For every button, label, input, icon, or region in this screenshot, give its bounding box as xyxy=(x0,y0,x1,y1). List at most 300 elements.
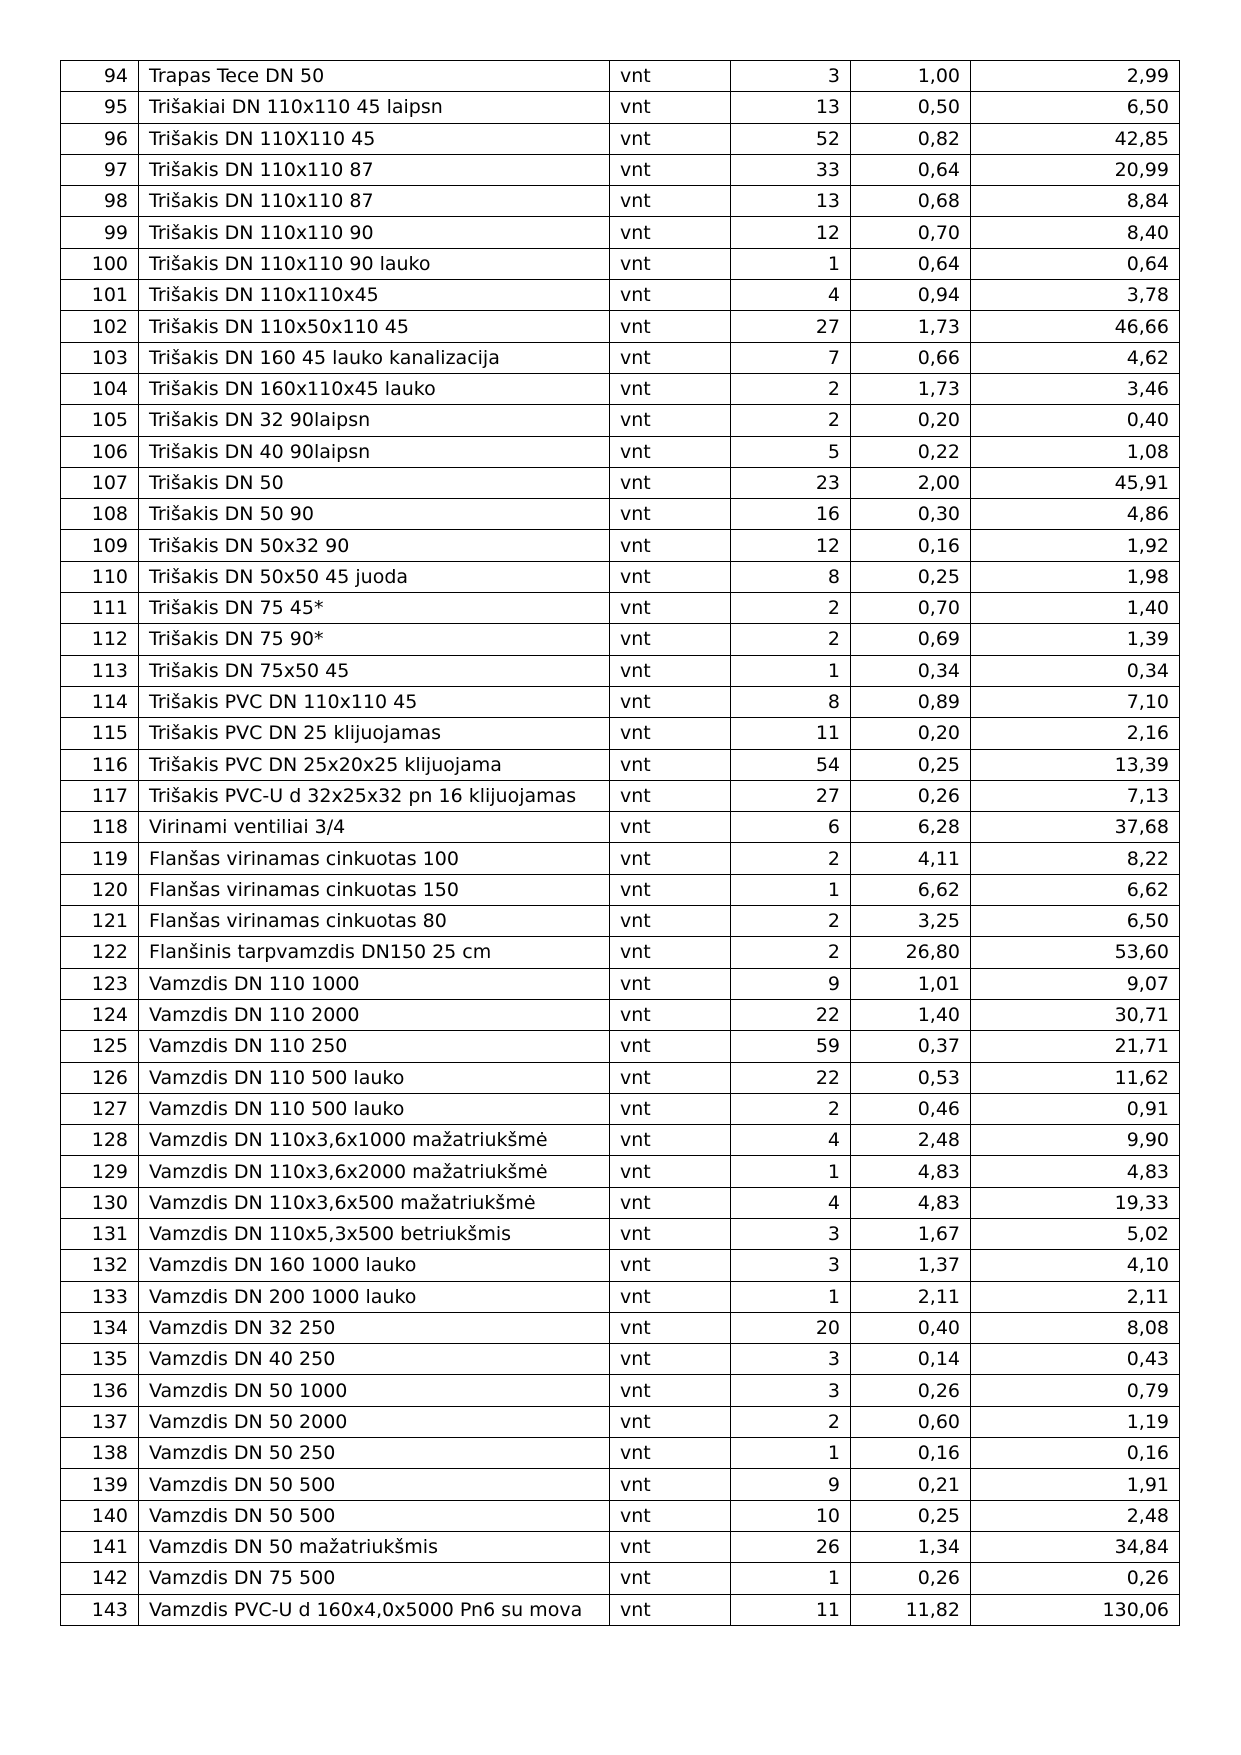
table-row xyxy=(61,1469,1180,1500)
unit-cell: vnt xyxy=(610,436,731,467)
row-number-cell: 94 xyxy=(61,61,139,92)
quantity-cell: 1 xyxy=(731,248,851,279)
item-name-cell: Trišakis DN 75x50 45 xyxy=(139,655,610,686)
total-cell: 130,06 xyxy=(971,1594,1180,1625)
unit-price-cell: 0,46 xyxy=(851,1093,971,1124)
row-number-cell: 139 xyxy=(61,1469,139,1500)
unit-price-cell: 0,20 xyxy=(851,718,971,749)
unit-cell: vnt xyxy=(610,373,731,404)
item-name-cell: Trišakis DN 110x110 87 xyxy=(139,186,610,217)
unit-price-cell: 4,11 xyxy=(851,843,971,874)
row-number-cell: 103 xyxy=(61,342,139,373)
item-name-cell: Flanšinis tarpvamzdis DN150 25 cm xyxy=(139,937,610,968)
unit-price-cell: 0,14 xyxy=(851,1344,971,1375)
row-number-cell: 100 xyxy=(61,248,139,279)
total-cell: 9,90 xyxy=(971,1125,1180,1156)
quantity-cell: 54 xyxy=(731,749,851,780)
unit-price-cell: 0,26 xyxy=(851,1375,971,1406)
row-number-cell: 117 xyxy=(61,780,139,811)
row-number-cell: 133 xyxy=(61,1281,139,1312)
quantity-cell: 26 xyxy=(731,1531,851,1562)
unit-cell: vnt xyxy=(610,1031,731,1062)
quantity-cell: 3 xyxy=(731,1218,851,1249)
item-name-cell: Vamzdis DN 160 1000 lauko xyxy=(139,1250,610,1281)
row-number-cell: 123 xyxy=(61,968,139,999)
unit-cell: vnt xyxy=(610,154,731,185)
row-number-cell: 137 xyxy=(61,1406,139,1437)
quantity-cell: 27 xyxy=(731,780,851,811)
item-name-cell: Trišakis DN 40 90laipsn xyxy=(139,436,610,467)
unit-cell: vnt xyxy=(610,655,731,686)
table-row xyxy=(61,906,1180,937)
unit-price-cell: 0,70 xyxy=(851,593,971,624)
row-number-cell: 101 xyxy=(61,280,139,311)
quantity-cell: 2 xyxy=(731,1093,851,1124)
unit-cell: vnt xyxy=(610,1563,731,1594)
table-row xyxy=(61,1062,1180,1093)
row-number-cell: 115 xyxy=(61,718,139,749)
unit-cell: vnt xyxy=(610,405,731,436)
table-row xyxy=(61,593,1180,624)
item-name-cell: Vamzdis DN 40 250 xyxy=(139,1344,610,1375)
quantity-cell: 3 xyxy=(731,1375,851,1406)
table-row xyxy=(61,92,1180,123)
total-cell: 0,64 xyxy=(971,248,1180,279)
total-cell: 1,08 xyxy=(971,436,1180,467)
quantity-cell: 8 xyxy=(731,561,851,592)
quantity-cell: 3 xyxy=(731,1344,851,1375)
total-cell: 4,10 xyxy=(971,1250,1180,1281)
unit-price-cell: 2,48 xyxy=(851,1125,971,1156)
unit-price-cell: 0,94 xyxy=(851,280,971,311)
unit-price-cell: 0,70 xyxy=(851,217,971,248)
item-name-cell: Trišakis DN 110x110 87 xyxy=(139,154,610,185)
unit-cell: vnt xyxy=(610,624,731,655)
total-cell: 34,84 xyxy=(971,1531,1180,1562)
quantity-cell: 27 xyxy=(731,311,851,342)
row-number-cell: 98 xyxy=(61,186,139,217)
quantity-cell: 22 xyxy=(731,1062,851,1093)
table-row xyxy=(61,499,1180,530)
total-cell: 0,79 xyxy=(971,1375,1180,1406)
unit-price-cell: 0,82 xyxy=(851,123,971,154)
item-name-cell: Trišakis DN 50 90 xyxy=(139,499,610,530)
table-row xyxy=(61,999,1180,1030)
quantity-cell: 20 xyxy=(731,1312,851,1343)
table-row xyxy=(61,1406,1180,1437)
row-number-cell: 111 xyxy=(61,593,139,624)
quantity-cell: 6 xyxy=(731,812,851,843)
table-row xyxy=(61,467,1180,498)
unit-cell: vnt xyxy=(610,123,731,154)
table-row xyxy=(61,1594,1180,1625)
row-number-cell: 121 xyxy=(61,906,139,937)
table-row xyxy=(61,1563,1180,1594)
unit-cell: vnt xyxy=(610,780,731,811)
unit-price-cell: 0,64 xyxy=(851,248,971,279)
table-row xyxy=(61,1438,1180,1469)
unit-price-cell: 0,64 xyxy=(851,154,971,185)
total-cell: 19,33 xyxy=(971,1187,1180,1218)
unit-cell: vnt xyxy=(610,718,731,749)
item-name-cell: Vamzdis DN 110 2000 xyxy=(139,999,610,1030)
items-table xyxy=(60,60,1180,1626)
unit-price-cell: 0,53 xyxy=(851,1062,971,1093)
total-cell: 2,99 xyxy=(971,61,1180,92)
unit-price-cell: 11,82 xyxy=(851,1594,971,1625)
unit-price-cell: 4,83 xyxy=(851,1187,971,1218)
item-name-cell: Vamzdis DN 110x3,6x1000 mažatriukšmė xyxy=(139,1125,610,1156)
total-cell: 0,40 xyxy=(971,405,1180,436)
item-name-cell: Trišakis DN 160 45 lauko kanalizacija xyxy=(139,342,610,373)
item-name-cell: Vamzdis PVC-U d 160x4,0x5000 Pn6 su mova xyxy=(139,1594,610,1625)
quantity-cell: 1 xyxy=(731,1281,851,1312)
unit-cell: vnt xyxy=(610,1093,731,1124)
quantity-cell: 4 xyxy=(731,280,851,311)
table-row xyxy=(61,248,1180,279)
table-row xyxy=(61,123,1180,154)
row-number-cell: 134 xyxy=(61,1312,139,1343)
unit-cell: vnt xyxy=(610,92,731,123)
quantity-cell: 13 xyxy=(731,186,851,217)
unit-price-cell: 1,40 xyxy=(851,999,971,1030)
item-name-cell: Trišakis PVC DN 110x110 45 xyxy=(139,686,610,717)
row-number-cell: 102 xyxy=(61,311,139,342)
row-number-cell: 128 xyxy=(61,1125,139,1156)
quantity-cell: 12 xyxy=(731,530,851,561)
quantity-cell: 3 xyxy=(731,1250,851,1281)
item-name-cell: Vamzdis DN 50 mažatriukšmis xyxy=(139,1531,610,1562)
quantity-cell: 52 xyxy=(731,123,851,154)
table-row xyxy=(61,154,1180,185)
unit-price-cell: 4,83 xyxy=(851,1156,971,1187)
item-name-cell: Trišakis PVC DN 25x20x25 klijuojama xyxy=(139,749,610,780)
table-row xyxy=(61,655,1180,686)
total-cell: 2,11 xyxy=(971,1281,1180,1312)
total-cell: 1,98 xyxy=(971,561,1180,592)
quantity-cell: 5 xyxy=(731,436,851,467)
item-name-cell: Vamzdis DN 110 500 lauko xyxy=(139,1062,610,1093)
row-number-cell: 105 xyxy=(61,405,139,436)
unit-cell: vnt xyxy=(610,342,731,373)
quantity-cell: 1 xyxy=(731,1156,851,1187)
total-cell: 1,39 xyxy=(971,624,1180,655)
unit-price-cell: 0,25 xyxy=(851,749,971,780)
unit-cell: vnt xyxy=(610,686,731,717)
quantity-cell: 59 xyxy=(731,1031,851,1062)
row-number-cell: 125 xyxy=(61,1031,139,1062)
table-row xyxy=(61,61,1180,92)
row-number-cell: 143 xyxy=(61,1594,139,1625)
row-number-cell: 138 xyxy=(61,1438,139,1469)
unit-cell: vnt xyxy=(610,968,731,999)
table-row xyxy=(61,718,1180,749)
unit-cell: vnt xyxy=(610,1344,731,1375)
table-row xyxy=(61,342,1180,373)
unit-price-cell: 2,11 xyxy=(851,1281,971,1312)
table-row xyxy=(61,1250,1180,1281)
quantity-cell: 23 xyxy=(731,467,851,498)
unit-cell: vnt xyxy=(610,1531,731,1562)
unit-price-cell: 0,25 xyxy=(851,561,971,592)
row-number-cell: 132 xyxy=(61,1250,139,1281)
row-number-cell: 110 xyxy=(61,561,139,592)
quantity-cell: 9 xyxy=(731,968,851,999)
unit-cell: vnt xyxy=(610,561,731,592)
table-row xyxy=(61,812,1180,843)
unit-price-cell: 0,16 xyxy=(851,530,971,561)
unit-cell: vnt xyxy=(610,593,731,624)
unit-cell: vnt xyxy=(610,1250,731,1281)
unit-cell: vnt xyxy=(610,874,731,905)
table-row xyxy=(61,874,1180,905)
quantity-cell: 1 xyxy=(731,1563,851,1594)
unit-price-cell: 0,26 xyxy=(851,1563,971,1594)
quantity-cell: 16 xyxy=(731,499,851,530)
quantity-cell: 2 xyxy=(731,906,851,937)
unit-cell: vnt xyxy=(610,1187,731,1218)
total-cell: 0,26 xyxy=(971,1563,1180,1594)
unit-cell: vnt xyxy=(610,1469,731,1500)
quantity-cell: 4 xyxy=(731,1187,851,1218)
total-cell: 37,68 xyxy=(971,812,1180,843)
quantity-cell: 12 xyxy=(731,217,851,248)
quantity-cell: 1 xyxy=(731,874,851,905)
unit-cell: vnt xyxy=(610,1218,731,1249)
unit-cell: vnt xyxy=(610,1594,731,1625)
total-cell: 13,39 xyxy=(971,749,1180,780)
row-number-cell: 104 xyxy=(61,373,139,404)
unit-price-cell: 0,66 xyxy=(851,342,971,373)
item-name-cell: Trišakis DN 50 xyxy=(139,467,610,498)
unit-cell: vnt xyxy=(610,1156,731,1187)
total-cell: 1,40 xyxy=(971,593,1180,624)
total-cell: 1,91 xyxy=(971,1469,1180,1500)
table-row xyxy=(61,937,1180,968)
total-cell: 46,66 xyxy=(971,311,1180,342)
quantity-cell: 11 xyxy=(731,1594,851,1625)
table-row xyxy=(61,1375,1180,1406)
total-cell: 11,62 xyxy=(971,1062,1180,1093)
table-row xyxy=(61,1281,1180,1312)
item-name-cell: Vamzdis DN 50 500 xyxy=(139,1469,610,1500)
row-number-cell: 95 xyxy=(61,92,139,123)
row-number-cell: 126 xyxy=(61,1062,139,1093)
item-name-cell: Trišakis DN 160x110x45 lauko xyxy=(139,373,610,404)
unit-price-cell: 0,89 xyxy=(851,686,971,717)
table-row xyxy=(61,968,1180,999)
total-cell: 20,99 xyxy=(971,154,1180,185)
unit-price-cell: 2,00 xyxy=(851,467,971,498)
unit-cell: vnt xyxy=(610,1125,731,1156)
quantity-cell: 2 xyxy=(731,593,851,624)
total-cell: 6,62 xyxy=(971,874,1180,905)
row-number-cell: 124 xyxy=(61,999,139,1030)
total-cell: 2,16 xyxy=(971,718,1180,749)
unit-price-cell: 1,37 xyxy=(851,1250,971,1281)
total-cell: 0,91 xyxy=(971,1093,1180,1124)
unit-price-cell: 0,20 xyxy=(851,405,971,436)
unit-cell: vnt xyxy=(610,843,731,874)
table-row xyxy=(61,1500,1180,1531)
item-name-cell: Trišakis DN 110x110x45 xyxy=(139,280,610,311)
total-cell: 8,84 xyxy=(971,186,1180,217)
item-name-cell: Vamzdis DN 50 2000 xyxy=(139,1406,610,1437)
unit-price-cell: 1,67 xyxy=(851,1218,971,1249)
unit-cell: vnt xyxy=(610,1375,731,1406)
unit-cell: vnt xyxy=(610,61,731,92)
quantity-cell: 2 xyxy=(731,624,851,655)
unit-cell: vnt xyxy=(610,1406,731,1437)
quantity-cell: 7 xyxy=(731,342,851,373)
item-name-cell: Trišakis DN 110x110 90 xyxy=(139,217,610,248)
row-number-cell: 116 xyxy=(61,749,139,780)
quantity-cell: 3 xyxy=(731,61,851,92)
quantity-cell: 1 xyxy=(731,655,851,686)
row-number-cell: 120 xyxy=(61,874,139,905)
table-row xyxy=(61,1218,1180,1249)
total-cell: 6,50 xyxy=(971,906,1180,937)
item-name-cell: Vamzdis DN 110x3,6x500 mažatriukšmė xyxy=(139,1187,610,1218)
unit-price-cell: 0,16 xyxy=(851,1438,971,1469)
items-table-body xyxy=(61,61,1180,1626)
total-cell: 5,02 xyxy=(971,1218,1180,1249)
item-name-cell: Trišakiai DN 110x110 45 laipsn xyxy=(139,92,610,123)
table-row xyxy=(61,749,1180,780)
item-name-cell: Vamzdis DN 32 250 xyxy=(139,1312,610,1343)
item-name-cell: Trišakis DN 110x50x110 45 xyxy=(139,311,610,342)
total-cell: 1,92 xyxy=(971,530,1180,561)
unit-cell: vnt xyxy=(610,248,731,279)
row-number-cell: 131 xyxy=(61,1218,139,1249)
unit-price-cell: 6,28 xyxy=(851,812,971,843)
total-cell: 4,86 xyxy=(971,499,1180,530)
table-row xyxy=(61,1187,1180,1218)
row-number-cell: 99 xyxy=(61,217,139,248)
row-number-cell: 106 xyxy=(61,436,139,467)
item-name-cell: Vamzdis DN 110x3,6x2000 mažatriukšmė xyxy=(139,1156,610,1187)
table-row xyxy=(61,311,1180,342)
total-cell: 1,19 xyxy=(971,1406,1180,1437)
item-name-cell: Vamzdis DN 110x5,3x500 betriukšmis xyxy=(139,1218,610,1249)
total-cell: 3,78 xyxy=(971,280,1180,311)
row-number-cell: 97 xyxy=(61,154,139,185)
quantity-cell: 2 xyxy=(731,937,851,968)
unit-price-cell: 3,25 xyxy=(851,906,971,937)
item-name-cell: Trišakis DN 110x110 90 lauko xyxy=(139,248,610,279)
table-row xyxy=(61,686,1180,717)
row-number-cell: 142 xyxy=(61,1563,139,1594)
quantity-cell: 8 xyxy=(731,686,851,717)
item-name-cell: Flanšas virinamas cinkuotas 150 xyxy=(139,874,610,905)
table-row xyxy=(61,1125,1180,1156)
unit-price-cell: 0,26 xyxy=(851,780,971,811)
table-row xyxy=(61,1344,1180,1375)
quantity-cell: 11 xyxy=(731,718,851,749)
total-cell: 3,46 xyxy=(971,373,1180,404)
table-row xyxy=(61,1531,1180,1562)
table-row xyxy=(61,186,1180,217)
item-name-cell: Trišakis DN 75 90* xyxy=(139,624,610,655)
quantity-cell: 33 xyxy=(731,154,851,185)
item-name-cell: Trišakis PVC-U d 32x25x32 pn 16 klijuojamas xyxy=(139,780,610,811)
quantity-cell: 2 xyxy=(731,843,851,874)
item-name-cell: Vamzdis DN 50 250 xyxy=(139,1438,610,1469)
unit-cell: vnt xyxy=(610,1281,731,1312)
item-name-cell: Vamzdis DN 110 500 lauko xyxy=(139,1093,610,1124)
total-cell: 53,60 xyxy=(971,937,1180,968)
row-number-cell: 129 xyxy=(61,1156,139,1187)
row-number-cell: 140 xyxy=(61,1500,139,1531)
row-number-cell: 136 xyxy=(61,1375,139,1406)
total-cell: 7,13 xyxy=(971,780,1180,811)
table-row xyxy=(61,530,1180,561)
table-row xyxy=(61,405,1180,436)
unit-cell: vnt xyxy=(610,311,731,342)
total-cell: 2,48 xyxy=(971,1500,1180,1531)
table-row xyxy=(61,1156,1180,1187)
total-cell: 8,22 xyxy=(971,843,1180,874)
item-name-cell: Vamzdis DN 110 1000 xyxy=(139,968,610,999)
table-row xyxy=(61,436,1180,467)
unit-cell: vnt xyxy=(610,186,731,217)
unit-price-cell: 0,30 xyxy=(851,499,971,530)
table-row xyxy=(61,1031,1180,1062)
total-cell: 42,85 xyxy=(971,123,1180,154)
unit-price-cell: 0,60 xyxy=(851,1406,971,1437)
unit-cell: vnt xyxy=(610,1312,731,1343)
table-row xyxy=(61,561,1180,592)
quantity-cell: 22 xyxy=(731,999,851,1030)
table-row xyxy=(61,217,1180,248)
quantity-cell: 2 xyxy=(731,1406,851,1437)
item-name-cell: Vamzdis DN 50 500 xyxy=(139,1500,610,1531)
quantity-cell: 10 xyxy=(731,1500,851,1531)
quantity-cell: 2 xyxy=(731,373,851,404)
unit-price-cell: 0,25 xyxy=(851,1500,971,1531)
unit-cell: vnt xyxy=(610,906,731,937)
unit-cell: vnt xyxy=(610,937,731,968)
unit-cell: vnt xyxy=(610,1062,731,1093)
item-name-cell: Vamzdis DN 50 1000 xyxy=(139,1375,610,1406)
item-name-cell: Flanšas virinamas cinkuotas 100 xyxy=(139,843,610,874)
unit-price-cell: 0,21 xyxy=(851,1469,971,1500)
table-row xyxy=(61,624,1180,655)
total-cell: 21,71 xyxy=(971,1031,1180,1062)
item-name-cell: Virinami ventiliai 3/4 xyxy=(139,812,610,843)
total-cell: 30,71 xyxy=(971,999,1180,1030)
unit-price-cell: 6,62 xyxy=(851,874,971,905)
total-cell: 0,43 xyxy=(971,1344,1180,1375)
unit-cell: vnt xyxy=(610,280,731,311)
item-name-cell: Trišakis DN 110X110 45 xyxy=(139,123,610,154)
row-number-cell: 135 xyxy=(61,1344,139,1375)
table-row xyxy=(61,1312,1180,1343)
quantity-cell: 9 xyxy=(731,1469,851,1500)
quantity-cell: 1 xyxy=(731,1438,851,1469)
row-number-cell: 112 xyxy=(61,624,139,655)
row-number-cell: 119 xyxy=(61,843,139,874)
item-name-cell: Vamzdis DN 200 1000 lauko xyxy=(139,1281,610,1312)
item-name-cell: Vamzdis DN 110 250 xyxy=(139,1031,610,1062)
row-number-cell: 130 xyxy=(61,1187,139,1218)
quantity-cell: 13 xyxy=(731,92,851,123)
item-name-cell: Trišakis DN 50x32 90 xyxy=(139,530,610,561)
table-row xyxy=(61,1093,1180,1124)
unit-price-cell: 1,01 xyxy=(851,968,971,999)
total-cell: 45,91 xyxy=(971,467,1180,498)
row-number-cell: 96 xyxy=(61,123,139,154)
